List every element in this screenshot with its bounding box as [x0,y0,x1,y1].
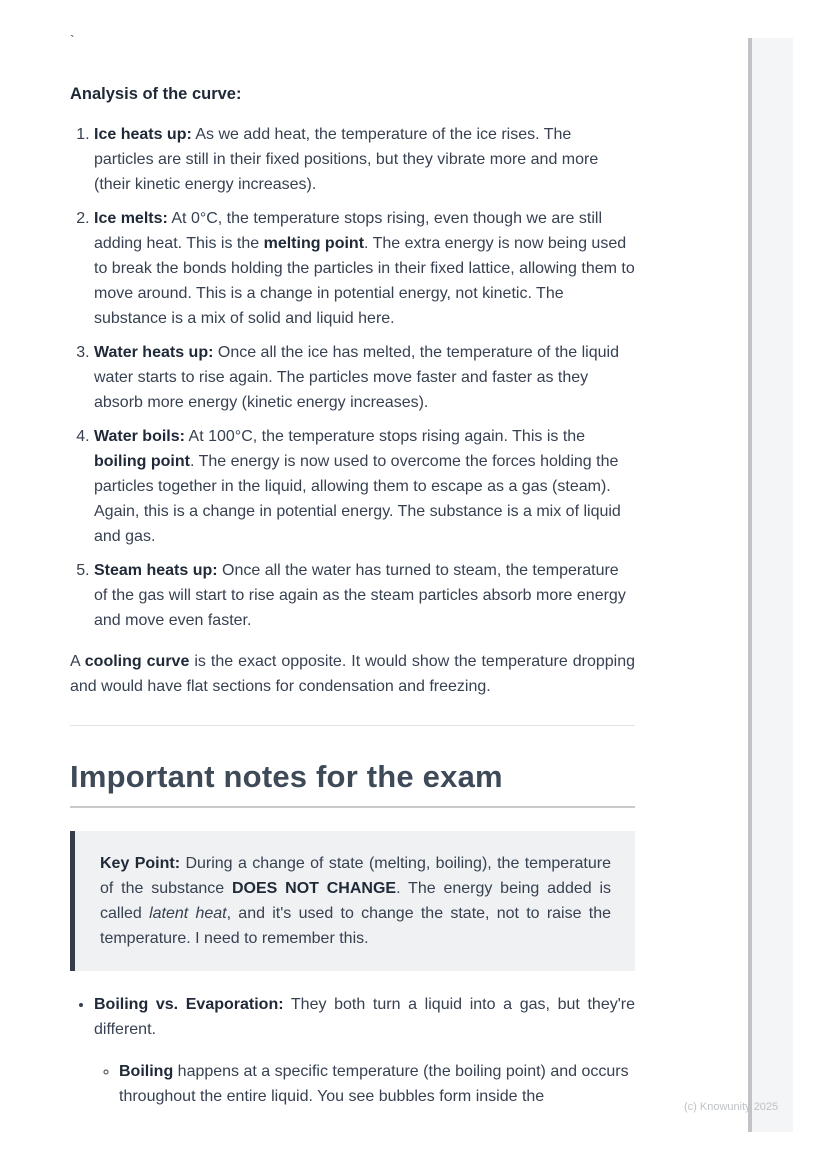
text-segment: They both turn a liquid into a gas, but they're different. [94,996,635,1038]
page-content [70,0,635,1109]
text-segment: Once all the water has turned to steam, the temperature of the gas will start to rise again as the steam particles absorb more energy and move even faster. [94,562,626,629]
text-segment: Boiling [119,1063,174,1080]
text-segment: Ice melts: [94,210,168,227]
stray-mark: ` [70,32,75,48]
text-segment: Boiling vs. Evaporation: [94,996,284,1013]
keypoint-callout [70,831,635,971]
bullet-list [70,992,635,1109]
text-segment: . The energy is now used to overcome the forces holding the particles together in the liquid, allowing them to escape as a gas (steam). Again, this is a change in potential energy. The substance is a mix of liquid and gas. [94,453,621,545]
analysis-item-1 [94,122,635,197]
page-edge-line [748,38,752,1132]
analysis-item-3 [94,340,635,415]
sub-bullet-item-boiling [119,1059,635,1109]
text-segment: Water heats up: [94,344,214,361]
analysis-item-5 [94,558,635,633]
text-segment: Key Point: [100,855,181,872]
text-segment: , and it's used to change the state, not to raise the temperature. I need to remember this. [100,905,612,947]
text-segment: is the exact opposite. It would show the temperature dropping and would have flat sections for condensation and freezing. [70,653,635,695]
cooling-curve-paragraph [70,649,635,699]
text-segment: latent heat [149,905,227,922]
analysis-item-2 [94,206,635,331]
page-edge-panel [752,38,793,1132]
text-segment: boiling point [94,453,190,470]
analysis-list [70,122,635,633]
bullet-item-boiling-vs-evaporation [94,992,635,1109]
text-segment: melting point [263,235,365,252]
exam-notes-heading: Important notes for the exam [70,757,635,808]
section-divider [70,725,635,726]
text-segment: At 100°C, the temperature stops rising again. This is the [184,428,586,445]
text-segment: Once all the ice has melted, the temperature of the liquid water starts to rise again. The particles move faster and faster as they absorb more energy (kinetic energy increases). [94,344,619,411]
text-segment: Water boils: [94,428,185,445]
text-segment: cooling curve [84,653,190,670]
text-segment: As we add heat, the temperature of the ice rises. The particles are still in their fixed positions, but they vibrate more and more (their kinetic energy increases). [94,126,599,193]
text-segment: At 0°C, the temperature stops rising, even though we are still adding heat. This is the [94,210,602,252]
text-segment: DOES NOT CHANGE [231,880,397,897]
analysis-item-4 [94,424,635,549]
text-segment: Ice heats up: [94,126,192,143]
text-segment: During a change of state (melting, boiling), the temperature of the substance [100,855,611,897]
watermark: (c) Knowunity 2025 [684,1101,779,1113]
text-segment: happens at a specific temperature (the boiling point) and occurs throughout the entire liquid. You see bubbles form inside the [119,1063,629,1105]
text-segment: A [70,653,85,670]
text-segment: Steam heats up: [94,562,218,579]
analysis-heading: Analysis of the curve: [70,85,242,103]
sub-bullet-list [94,1059,635,1109]
text-segment: . The extra energy is now being used to break the bonds holding the particles in their fixed lattice, allowing them to move around. This is a change in potential energy, not kinetic. The substance is a mix of solid and liquid here. [94,235,635,327]
text-segment: . The energy being added is called [100,880,612,922]
